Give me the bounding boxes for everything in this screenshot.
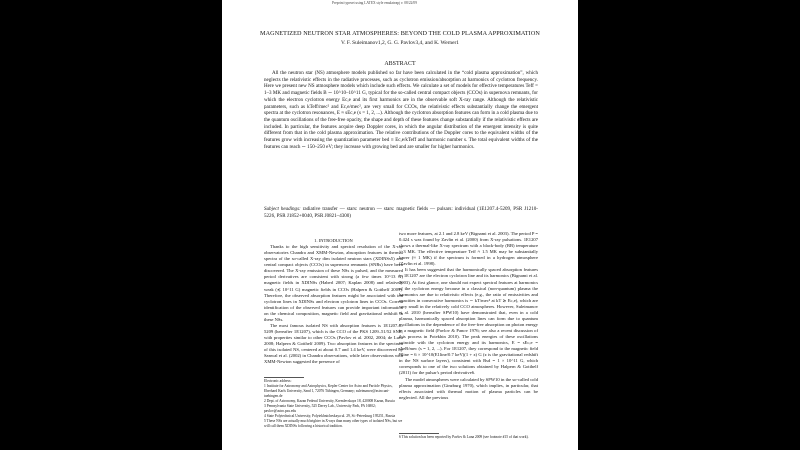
abstract-heading: ABSTRACT (384, 61, 416, 67)
left-paragraph: Thanks to the high sensitivity and spectral resolution of the X-ray observatories Chandra and XMM-Newton, absorption features in thermal spectra of the so-called X-ray dim isolated neutron stars (XDINSs5) and central compact objects (CCOs) in supernova remnants (SNRs) have been discovered. The X-ray emission of these NSs is pulsed, and the measured period derivatives are consistent with strong (a few times 10^13 G) magnetic fields in XDINSs (Haberl 2007; Kaplan 2008) and relatively weak (≲ 10^11 G) magnetic fields in CCOs (Halpern & Gotthelf 2009). Therefore, the observed absorption features might be associated with ion cyclotron lines in XDINSs and electron cyclotron lines in CCOs. Correct identification of the observed features can provide important information on the chemical composition, magnetic field and gravitational redshift in these NSs. (264, 244, 403, 322)
left-paragraph: The most famous isolated NS with absorption features is 1E1207.4–5209 (hereafter 1E1207), which is the CCO of the PKS 1209–51/52 SNR, with properties similar to other CCOs (Pavlov et al. 2002, 2004; de Luca 2008; Halpern & Gotthelf 2009). Two absorption features in the spectrum of this isolated NS, centered at about 0.7 and 1.4 keV, were discovered by Sanwal et al. (2002) in Chandra observations, while later observations with XMM-Newton suggested the presence of (264, 322, 403, 365)
footnote: 4 State Polytechnical University, Polytekhnicheskaya ul. 29, St.-Petersburg 195251, Russia (264, 414, 396, 418)
subject-headings-text: radiative transfer — stars: neutron — stars: magnetic fields — pulsars: individual (1E1207.4-5209, PSR J1210-5226, PSR J1852+0040, PSR J0821–4300) (264, 206, 538, 219)
footnote-rule (399, 433, 439, 434)
footnote: 2 Dept. of Astronomy, Kazan Federal University, Kremlevskaya 18, 420008 Kazan, Russia (264, 399, 395, 403)
footnote: 1 Institute for Astronomy and Astrophysics, Kepler Center for Astro and Particle Physics, Eberhard Karls University, Sand 1, 72076 Tübingen, Germany; suleimanov@astro.uni-tuebingen.de (264, 384, 393, 398)
right-paragraph: It has been suggested that the harmonically spaced absorption features in 1E1207 are the electron cyclotron line and its harmonics (Bignami et al. 2003). At first glance, one should not expect spectral features at harmonics of the cyclotron energy because in a classical (non-quantum) plasma the harmonics are due to relativistic effects (e.g., the ratio of emissivities and opacities in consecutive harmonics is ∼ kT/mec² at kT ≳ Ec,e), which are very small in the relatively cold CCO atmospheres. However, Suleimanov et al. 2010 (hereafter SPW10) have demonstrated that, even in a cold plasma, harmonically spaced absorption lines can form due to quantum oscillations in the dependence of the free-free absorption on photon energy in a magnetic field (Pavlov & Panov 1976; see also a recent discussion of this process in Potekhin 2010). The peak energies of these oscillations coincide with the cyclotron energy and its harmonics, E = sEc,e = sħeB/mec (s = 1, 2, ...). For 1E1207, they correspond to the magnetic field Bline = 6 × 10^10(E1line/0.7 keV)(1 + z) G (z is the gravitational redshift in the NS surface layers), consistent with Bsd = 1 × 10^11 G, which corresponds to one of the two solutions obtained by Halpern & Gotthelf (2011) for the pulsar's period derivative6. (399, 267, 538, 376)
footnote: Electronic address: (264, 379, 292, 383)
left-footnotes (264, 377, 403, 429)
paper-title: MAGNETIZED NEUTRON STAR ATMOSPHERES: BEYOND THE COLD PLASMA APPROXIMATION (260, 30, 540, 37)
right-footnotes (399, 433, 538, 440)
footnote: 5 These NSs are actually much brighter in X-rays than many other types of isolated NSs, but we will call them XDINSs following a historical tradition. (264, 419, 403, 428)
footnote-rule (264, 377, 304, 378)
subject-headings-label: Subject headings: (264, 206, 301, 212)
right-column (399, 231, 538, 401)
right-paragraph: two more features, at 2.1 and 2.8 keV (Bignami et al. 2003). The period P = 0.424 s was found by Zavlin et al. (2000) from X-ray pulsations. 1E1207 shows a thermal-like X-ray spectrum with a black-body (BB) temperature ≈ 3 MK. The effective temperature Teff ≈ 1.5 MK may be substantially lower (≈ 1 MK) if the spectrum is formed in a hydrogen atmosphere (Zavlin et al. 1998). (399, 231, 539, 267)
author-list: V. F. Suleimanov1,2, G. G. Pavlov3,4, and K. Werner1 (341, 40, 459, 46)
abstract-body: All the neutron star (NS) atmosphere models published so far have been calculated in the “cold plasma approximation”, which neglects the relativistic effects in the radiative processes, such as cyclotron emission/absorption at harmonics of cyclotron frequency. Here we present new NS atmosphere models which include such effects. We calculate a set of models for effective temperatures Teff = 1–3 MK and magnetic fields B ∼ 10^10–10^11 G, typical for the so-called central compact objects (CCOs) in supernova remnants, for which the electron cyclotron energy Ec,e and its first harmonics are in the observable soft X-ray range. Although the relativistic parameters, such as kTeff/mec² and Ec,e/mec², are very small for CCOs, the relativistic effects substantially change the emergent spectra at the cyclotron resonances, E ≈ sEc,e (s = 1, 2, ...). Although the cyclotron absorption features can form in a cold plasma due to the quantum oscillations of the free-free opacity, the shape and depth of these features change substantially if the relativistic effects are included. In particular, the features acquire deep Doppler cores, in which the angular distribution of the emergent intensity is quite different from that in the cold plasma approximation. The relative contributions of the Doppler cores to the equivalent widths of the features grow with increasing the quantization parameter bed ≡ Ec,e/kTeff and harmonic number s. The total equivalent widths of the features can reach ∼ 150–250 eV; they increase with growing bed and are smaller for higher harmonics. (264, 70, 538, 150)
right-paragraph: The model atmospheres were calculated by SPW10 in the so-called cold plasma approximation (Ginzburg 1970), which implies, in particular, that effects associated with thermal motion of plasma particles can be neglected. All the previous (399, 376, 538, 400)
footnote: 6 This solution has been reported by Pavlov & Luna 2009 (see footnote #15 of that work). (399, 435, 529, 439)
subject-headings (264, 206, 538, 219)
section-heading-introduction: 1. INTRODUCTION (314, 238, 353, 243)
footnote: 3 Pennsylvania State University, 525 Davey Lab., University Park, PA 16802; pavlov@astro.psu.edu (264, 404, 376, 413)
paper-page (222, 0, 578, 450)
preprint-line: Preprint typeset using LATEX style emulateapj v. 08/22/09 (332, 1, 418, 5)
left-column (264, 238, 403, 365)
